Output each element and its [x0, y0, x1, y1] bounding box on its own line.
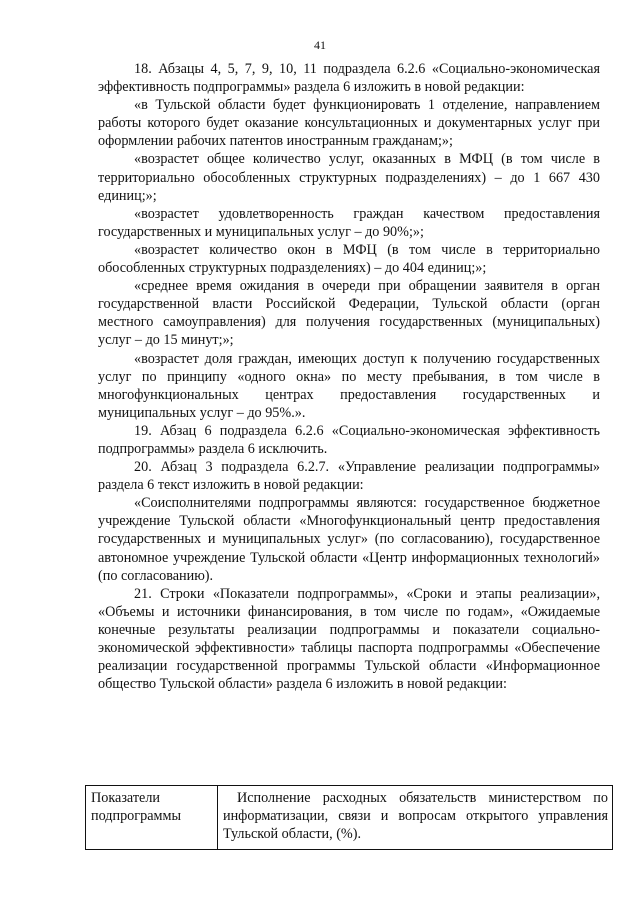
paragraph-18-item-5: «среднее время ожидания в очереди при обращении заявителя в орган государственной власти Российской Федерации, Тульской области (орган местного самоуправления) для получения государственных (муниципальных) услуг – до 15 минут;»;: [98, 278, 600, 349]
passport-table: [85, 785, 613, 850]
page-number: 41: [314, 38, 326, 52]
table-value-text: Исполнение расходных обязательств министерством по информатизации, связи и вопросам открытого управления Тульской области, (%).: [223, 790, 608, 842]
table-label-cell: Показатели подпрограммы: [86, 786, 218, 850]
paragraph-18-intro: 18. Абзацы 4, 5, 7, 9, 10, 11 подраздела 6.2.6 «Социально-экономическая эффективность подпрограммы» раздела 6 изложить в новой редакции:: [98, 61, 600, 96]
paragraph-20: 20. Абзац 3 подраздела 6.2.7. «Управление реализации подпрограммы» раздела 6 текст изложить в новой редакции:: [98, 459, 600, 494]
paragraph-18-item-2: «возрастет общее количество услуг, оказанных в МФЦ (в том числе в территориально обособленных структурных подразделениях) – до 1 667 430 единиц;»;: [98, 151, 600, 204]
table-value-cell: [218, 786, 613, 850]
paragraph-18-item-3: «возрастет удовлетворенность граждан качеством предоставления государственных и муниципальных услуг – до 90%;»;: [98, 205, 600, 240]
paragraph-18-item-1: «в Тульской области будет функционировать 1 отделение, направлением работы которого будет оказание консультационных и документарных услуг при оформлении рабочих патентов иностранным гражданам;»;: [98, 97, 600, 150]
paragraph-18-item-4: «возрастет количество окон в МФЦ (в том числе в территориально обособленных структурных подразделениях) – до 404 единиц;»;: [98, 241, 600, 277]
document-body: [98, 60, 600, 693]
paragraph-18-item-6: «возрастет доля граждан, имеющих доступ к получению государственных услуг по принципу «одного окна» по месту пребывания, в том числе в многофункциональных центрах предоставления государственных и муниципальных услуг – до 95%.».: [98, 350, 600, 421]
table-row: [86, 786, 613, 850]
paragraph-21: 21. Строки «Показатели подпрограммы», «Сроки и этапы реализации», «Объемы и источники финансирования, в том числе по годам», «Ожидаемые конечные результаты реализации подпрограммы и показатели социально-экономической эффективности» таблицы паспорта подпрограммы «Обеспечение реализации государственной программы Тульской области «Информационное общество Тульской области» раздела 6 изложить в новой редакции:: [98, 585, 600, 693]
paragraph-20-quote: «Соисполнителями подпрограммы являются: государственное бюджетное учреждение Тульской области «Многофункциональный центр предоставления государственных и муниципальных услуг» (по согласованию), государственное автономное учреждение Тульской области «Центр информационных технологий» (по согласованию).: [98, 495, 600, 584]
paragraph-19: 19. Абзац 6 подраздела 6.2.6 «Социально-экономическая эффективность подпрограммы» раздела 6 исключить.: [98, 422, 600, 457]
